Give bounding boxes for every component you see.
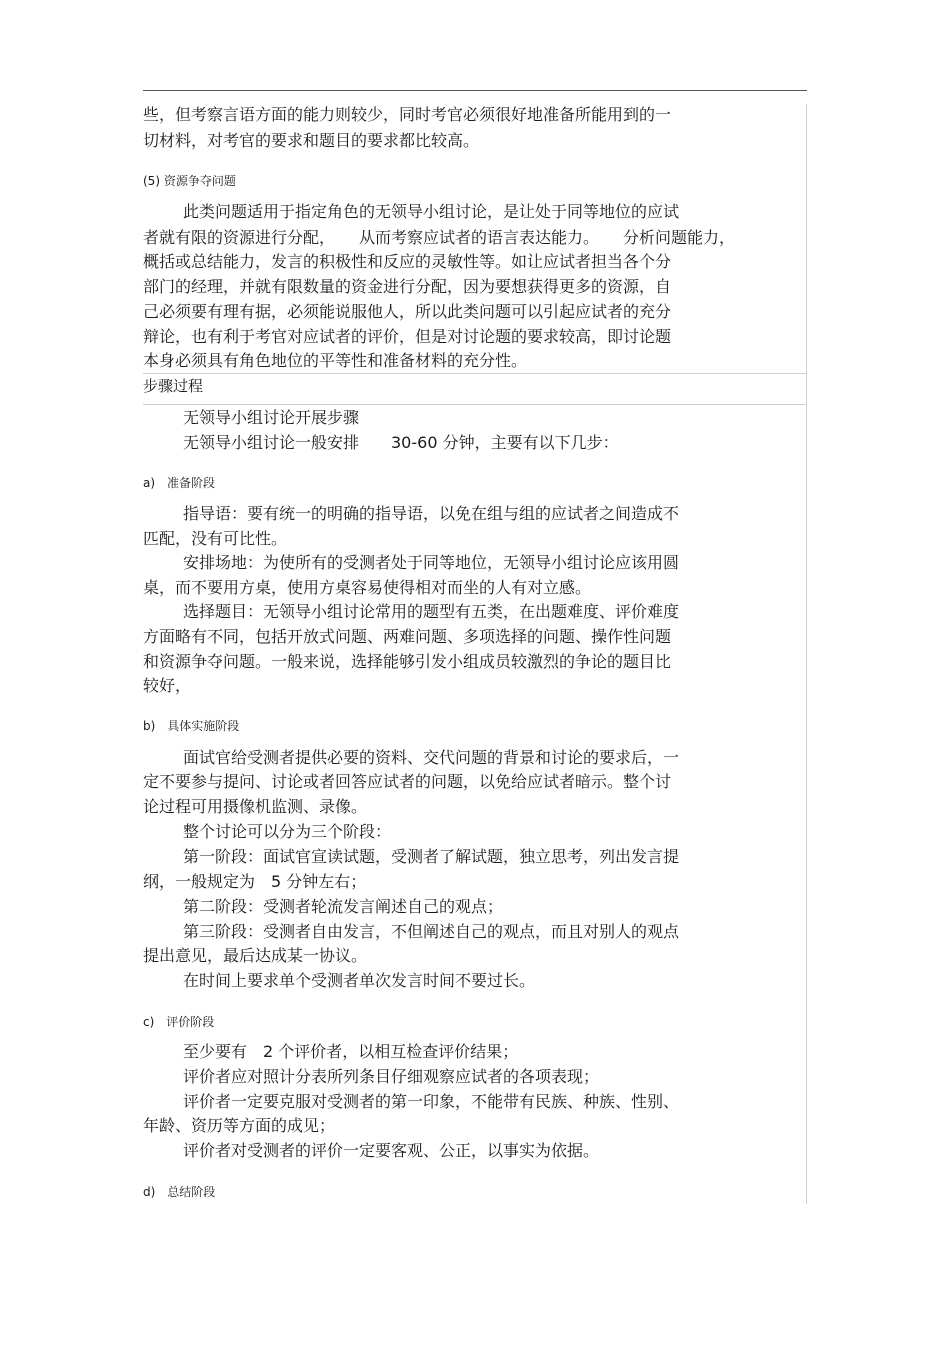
section-heading: b) 具体实施阶段 [143, 719, 240, 733]
text-line: 较好， [143, 676, 192, 695]
text-line: 评价者应对照计分表所列条目仔细观察应试者的各项表现； [183, 1067, 600, 1086]
section-heading: d) 总结阶段 [143, 1185, 216, 1199]
section-heading: a) 准备阶段 [143, 476, 216, 490]
text-line: 提出意见，最后达成某一协议。 [143, 946, 368, 965]
text-line: 在时间上要求单个受测者单次发言时间不要过长。 [183, 971, 536, 990]
section-heading: c) 评价阶段 [143, 1015, 215, 1029]
text-line: 些，但考察言语方面的能力则较少，同时考官必须很好地准备所能用到的一 [143, 105, 672, 124]
text-line: 此类问题适用于指定角色的无领导小组讨论，是让处于同等地位的应试 [183, 202, 680, 221]
text-line: 匹配，没有可比性。 [143, 529, 288, 548]
text-line: 指导语：要有统一的明确的指导语，以免在组与组的应试者之间造成不 [183, 504, 680, 523]
text-line: 至少要有 2 个评价者，以相互检查评价结果； [183, 1042, 519, 1061]
text-line: 纲，一般规定为 5 分钟左右； [143, 872, 367, 891]
text-line: 安排场地：为使所有的受测者处于同等地位，无领导小组讨论应该用圆 [183, 553, 680, 572]
text-line: 无领导小组讨论一般安排 30-60 分钟，主要有以下几步： [183, 433, 619, 452]
text-line: 第三阶段：受测者自由发言，不但阐述自己的观点，而且对别人的观点 [183, 922, 680, 941]
text-line: 第一阶段：面试官宣读试题，受测者了解试题，独立思考，列出发言提 [183, 847, 680, 866]
text-line: 年龄、资历等方面的成见； [143, 1116, 336, 1135]
text-line: 桌，而不要用方桌，使用方桌容易使得相对而坐的人有对立感。 [143, 578, 592, 597]
section-heading: (5) 资源争夺问题 [143, 174, 236, 188]
text-line: 面试官给受测者提供必要的资料、交代问题的背景和讨论的要求后，一 [183, 748, 680, 767]
section-divider-top [143, 373, 807, 374]
header-rule [143, 90, 807, 91]
text-line: 评价者一定要克服对受测者的第一印象，不能带有民族、种族、性别、 [183, 1092, 680, 1111]
text-line: 评价者对受测者的评价一定要客观、公正，以事实为依据。 [183, 1141, 600, 1160]
text-line: 和资源争夺问题。一般来说，选择能够引发小组成员较激烈的争论的题目比 [143, 652, 672, 671]
right-border [806, 104, 807, 1204]
text-line: 概括或总结能力，发言的积极性和反应的灵敏性等。如让应试者担当各个分 [143, 252, 672, 271]
text-line: 本身必须具有角色地位的平等性和准备材料的充分性。 [143, 351, 528, 370]
text-line: 者就有限的资源进行分配， 从而考察应试者的语言表达能力。 分析问题能力， [143, 228, 736, 247]
text-line: 选择题目：无领导小组讨论常用的题型有五类，在出题难度、评价难度 [183, 602, 680, 621]
text-line: 己必须要有理有据，必须能说服他人，所以此类问题可以引起应试者的充分 [143, 302, 672, 321]
text-line: 切材料，对考官的要求和题目的要求都比较高。 [143, 131, 480, 150]
text-line: 定不要参与提问、讨论或者回答应试者的问题，以免给应试者暗示。整个讨 [143, 772, 672, 791]
text-line: 无领导小组讨论开展步骤 [183, 408, 360, 427]
text-line: 论过程可用摄像机监测、录像。 [143, 797, 368, 816]
text-line: 整个讨论可以分为三个阶段： [183, 822, 392, 841]
text-line: 第二阶段：受测者轮流发言阐述自己的观点； [183, 897, 504, 916]
text-line: 辩论，也有利于考官对应试者的评价，但是对讨论题的要求较高，即讨论题 [143, 327, 672, 346]
section-title: 步骤过程 [143, 377, 204, 395]
text-line: 方面略有不同，包括开放式问题、两难问题、多项选择的问题、操作性问题 [143, 627, 672, 646]
text-line: 部门的经理，并就有限数量的资金进行分配，因为要想获得更多的资源，自 [143, 277, 672, 296]
section-divider-bottom [143, 404, 807, 405]
